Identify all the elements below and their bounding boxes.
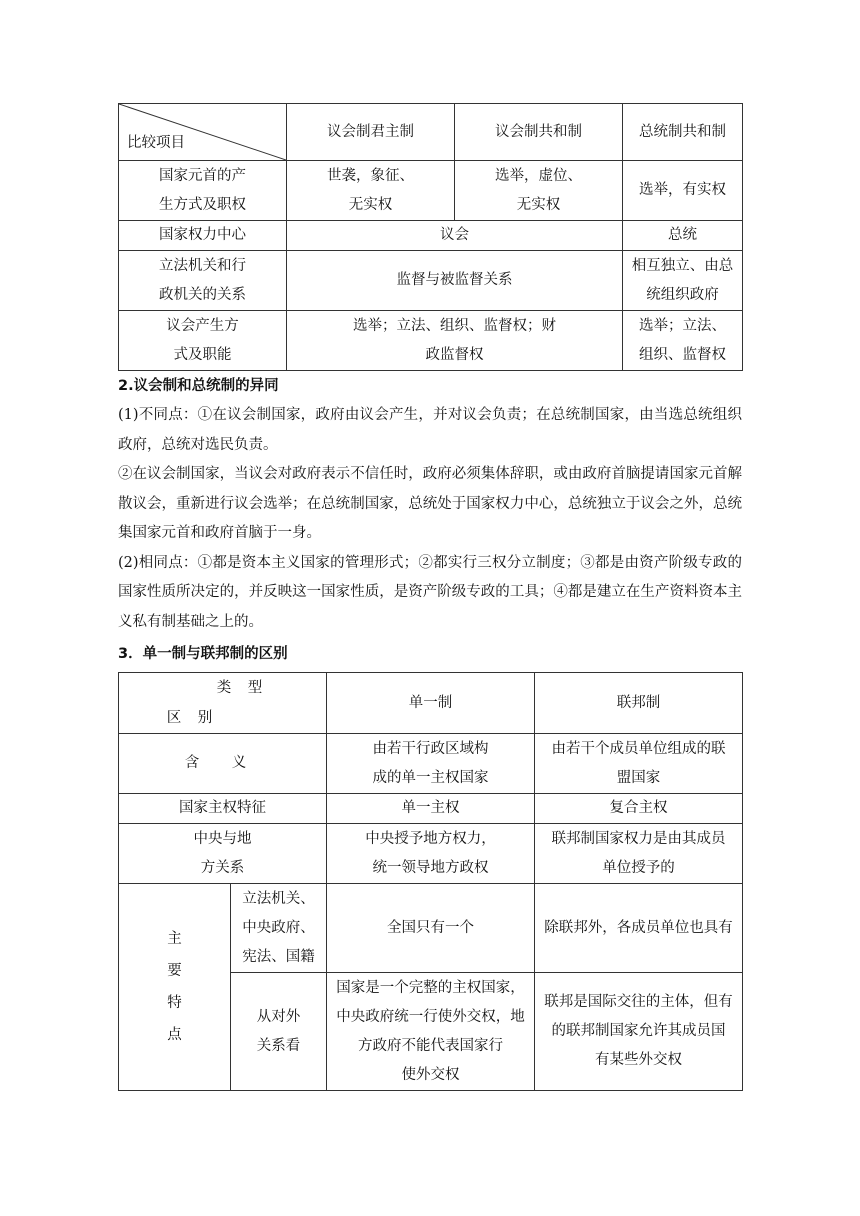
cell-text: 总统 (623, 221, 743, 251)
cell-text: 统组织政府 (646, 286, 719, 303)
row-label: 式及职能 (173, 346, 232, 363)
sub-label: 从对外 (256, 1008, 301, 1025)
col-header: 联邦制 (535, 673, 743, 734)
table1-header-corner (119, 104, 287, 161)
sub-label: 立法机关、 (242, 890, 315, 907)
row-label: 国家元首的产 (159, 167, 246, 184)
cell-text: 无实权 (348, 196, 393, 213)
cell-text: 单一主权 (327, 794, 535, 824)
cell-text: 由若干行政区域构 (372, 740, 489, 757)
cell-text: 国家是一个完整的主权国家， (336, 979, 525, 996)
cell-text: 选举；立法、 (639, 317, 726, 334)
col-header: 总统制共和制 (623, 104, 743, 161)
row-label: 中央与地 (193, 830, 252, 847)
cell-text: 无实权 (516, 196, 561, 213)
row-label: 议会产生方 (166, 317, 239, 334)
col-header: 议会制君主制 (287, 104, 455, 161)
section2-heading: 2.议会制和总统制的异同 (118, 378, 279, 394)
row-label: 生方式及职权 (159, 196, 246, 213)
table-row (119, 251, 743, 311)
cell-text: 中央政府统一行使外交权，地 (336, 1008, 525, 1025)
cell-text: 方政府不能代表国家行 (358, 1037, 504, 1054)
row-label: 国家权力中心 (119, 221, 287, 251)
cell-text: 复合主权 (535, 794, 743, 824)
section3-heading: 3．单一制与联邦制的区别 (118, 646, 288, 662)
table-row (119, 734, 743, 794)
government-forms-table (118, 103, 743, 371)
row-label: 含 义 (119, 734, 327, 794)
cell-text: 监督与被监督关系 (287, 251, 623, 311)
cell-text: 选举，虚位、 (495, 167, 582, 184)
paragraph: ②在议会制国家，当议会对政府表示不信任时，政府必须集体辞职，或由政府首脑提请国家元首解散议会，重新进行议会选举；在总统制国家，总统处于国家权力中心，总统独立于议会之外，总统集国家元首和政府首脑于一身。 (118, 466, 742, 541)
cell-text: 盟国家 (616, 769, 661, 786)
cell-text: 组织、监督权 (639, 346, 726, 363)
cell-text: 议会 (287, 221, 623, 251)
cell-text: 由若干个成员单位组成的联 (551, 740, 726, 757)
sub-label: 中央政府、 (242, 919, 315, 936)
row-label: 方关系 (200, 859, 245, 876)
cell-text: 成的单一主权国家 (372, 769, 489, 786)
type-label: 类 型 (216, 680, 269, 696)
cell-text: 选举，有实权 (639, 182, 726, 198)
cell-text: 中央授予地方权力， (365, 830, 496, 847)
cell-text: 使外交权 (401, 1066, 460, 1083)
cell-text: 的联邦制国家允许其成员国 (551, 1023, 726, 1039)
paragraph: (2)相同点：①都是资本主义国家的管理形式；②都实行三权分立制度；③都是由资产阶级专政的国家性质所决定的，并反映这一国家性质，是资产阶级专政的工具；④都是建立在生产资料资本主义私有制基础之上的。 (118, 554, 742, 630)
cell-text: 单位授予的 (602, 859, 675, 876)
table-row (119, 884, 743, 973)
paragraph: (1)不同点：①在议会制国家，政府由议会产生，并对议会负责；在总统制国家，由当选总统组织政府，总统对选民负责。 (118, 407, 742, 453)
row-label: 立法机关和行 (159, 257, 246, 274)
table-row (119, 221, 743, 251)
table-row (119, 311, 743, 371)
cell-text: 统一领导地方政权 (372, 859, 489, 876)
cell-text: 全国只有一个 (327, 884, 535, 973)
difference-label: 区 别 (166, 710, 219, 726)
cell-text: 世袭，象征、 (327, 167, 414, 184)
cell-text: 联邦是国际交往的主体，但有 (544, 994, 733, 1010)
table2-header-corner (119, 673, 327, 734)
cell-text: 有某些外交权 (595, 1052, 683, 1068)
cell-text: 选举；立法、组织、监督权；财 (353, 317, 556, 334)
table-row (119, 794, 743, 824)
cell-text: 除联邦外，各成员单位也具有 (535, 884, 743, 973)
cell-text: 联邦制国家权力是由其成员 (551, 830, 726, 847)
unitary-federal-table (118, 672, 743, 1091)
document-page (118, 103, 742, 1091)
main-features-label: 主 要 特 点 (119, 884, 231, 1091)
sub-label: 宪法、国籍 (242, 948, 315, 965)
col-header: 议会制共和制 (455, 104, 623, 161)
row-label: 政机关的关系 (159, 286, 246, 303)
row-label: 国家主权特征 (119, 794, 327, 824)
cell-text: 相互独立、由总 (631, 257, 734, 274)
cell-text: 政监督权 (425, 346, 484, 363)
compare-item-label: 比较项目 (127, 135, 185, 151)
sub-label: 关系看 (256, 1037, 301, 1054)
table-row (119, 824, 743, 884)
table-row (119, 161, 743, 221)
col-header: 单一制 (327, 673, 535, 734)
